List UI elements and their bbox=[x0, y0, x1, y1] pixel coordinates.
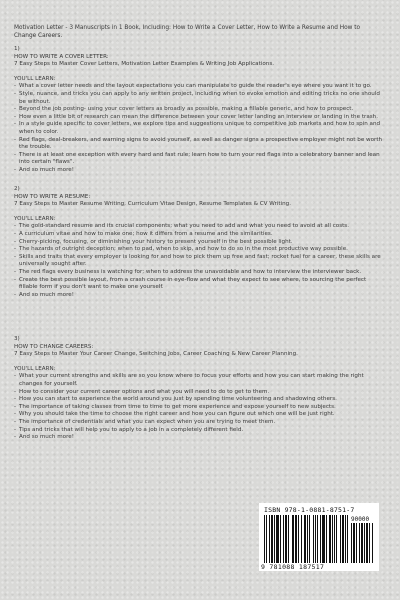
list-item: - Red flags, deal-breakers, and warning signs to avoid yourself, as well as danger signs a prospective employer might not be worth the trouble. bbox=[14, 137, 386, 152]
learn-label: YOU'LL LEARN: bbox=[14, 75, 56, 82]
list-item: - What your current strengths and skills are so you know where to focus your efforts and how you can start making the right changes for yourself. bbox=[14, 373, 386, 388]
list-item: - A curriculum vitae and how to make one; how it differs from a resume and the similarities. bbox=[14, 231, 386, 239]
list-item: - And so much more! bbox=[14, 167, 386, 175]
list-item: - In a style guide specific to cover letters, we explore tips and suggestions unique to competitive job markets and how to spin and when to color. bbox=[14, 121, 386, 136]
addon-barcode-bars bbox=[351, 523, 376, 563]
learn-list bbox=[14, 223, 386, 299]
section-cover-letter bbox=[14, 46, 386, 175]
section-subtitle: 7 Easy Steps to Master Cover Letters, Motivation Letter Examples & Writing Job Applications. bbox=[14, 61, 275, 68]
isbn-barcode bbox=[259, 503, 379, 571]
list-item: - What a cover letter needs and the layout expectations you can manipulate to guide the reader's eye where you want it to go. bbox=[14, 83, 386, 91]
list-item: - The red flags every business is watching for; when to address the unavoidable and how to interview the interviewer back. bbox=[14, 269, 386, 277]
list-item: - Style, nuance, and tricks you can apply to any written project, including when to evoke emotion and editing tricks no one should be without. bbox=[14, 91, 386, 106]
intro-description: Motivation Letter - 3 Manuscripts in 1 Book, Including: How to Write a Cover Letter, How to Write a Resume and How to Change Careers. bbox=[14, 25, 361, 39]
section-number: 3) bbox=[14, 336, 20, 342]
section-number: 2) bbox=[14, 186, 20, 192]
list-item: - The gold-standard resume and its crucial components; what you need to add and what you need to avoid at all costs. bbox=[14, 223, 386, 231]
learn-label: YOU'LL LEARN: bbox=[14, 365, 56, 372]
list-item: - How even a little bit of research can mean the difference between your cover letter landing an interview or landing in the trash. bbox=[14, 114, 386, 122]
barcode-bar bbox=[347, 515, 348, 563]
section-heading: HOW TO WRITE A RESUME: bbox=[14, 193, 91, 200]
list-item: - Why you should take the time to choose the right career and how you can figure out which one will be just right. bbox=[14, 411, 386, 419]
barcode-bars bbox=[264, 515, 348, 563]
list-item: - The importance of taking classes from time to time to get more experience and expose yourself to new subjects. bbox=[14, 404, 386, 412]
section-subtitle: 7 Easy Steps to Master Resume Writing, Curriculum Vitae Design, Resume Templates & CV Writing. bbox=[14, 201, 291, 208]
section-heading: HOW TO CHANGE CAREERS: bbox=[14, 343, 94, 350]
list-item: - And so much more! bbox=[14, 292, 386, 300]
list-item: - Skills and traits that every employer is looking for and how to pick them up free and fast; rocket fuel for a career, these skills are universally sought after. bbox=[14, 254, 386, 269]
section-heading: HOW TO WRITE A COVER LETTER: bbox=[14, 53, 109, 60]
learn-list bbox=[14, 83, 386, 174]
section-subtitle: 7 Easy Steps to Master Your Career Change, Switching Jobs, Career Coaching & New Career Planning. bbox=[14, 351, 298, 358]
list-item: - Create the best possible layout, from a crash course in eye-flow and what they expect to see where, to sourcing the perfect fillable form if you don't want to make one yourself. bbox=[14, 277, 386, 292]
list-item: - The importance of credentials and what you can expect when you are trying to meet them. bbox=[14, 419, 386, 427]
list-item: - The hazards of outright deception; when to pad, when to skip, and how to do so in the most productive way possible. bbox=[14, 246, 386, 254]
isbn-label: ISBN 978-1-0881-8751-7 bbox=[264, 506, 355, 514]
price-addon-label: 90000 bbox=[351, 516, 370, 523]
ean-number: 9 781088 187517 bbox=[261, 563, 325, 571]
list-item: - How you can start to experience the world around you just by spending time volunteering and shadowing others. bbox=[14, 396, 386, 404]
learn-list bbox=[14, 373, 386, 441]
section-change-careers bbox=[14, 336, 386, 442]
list-item: - Cherry-picking, focusing, or diminishing your history to present yourself in the best possible light. bbox=[14, 239, 386, 247]
section-number: 1) bbox=[14, 46, 20, 52]
list-item: - Beyond the job posting- using your cover letters as broadly as possible, making a fillable generic, and how to prospect. bbox=[14, 106, 386, 114]
list-item: - There is at least one exception with every hard and fast rule; learn how to turn your red flags into a celebratory banner and lean into certain "flaws". bbox=[14, 152, 386, 167]
list-item: - Tips and tricks that will help you to apply to a job in a completely different field. bbox=[14, 427, 386, 435]
barcode-space bbox=[373, 523, 374, 563]
list-item: - How to consider your current career options and what you will need to do to get to them. bbox=[14, 389, 386, 397]
list-item: - And so much more! bbox=[14, 434, 386, 442]
learn-label: YOU'LL LEARN: bbox=[14, 215, 56, 222]
section-resume bbox=[14, 186, 386, 299]
